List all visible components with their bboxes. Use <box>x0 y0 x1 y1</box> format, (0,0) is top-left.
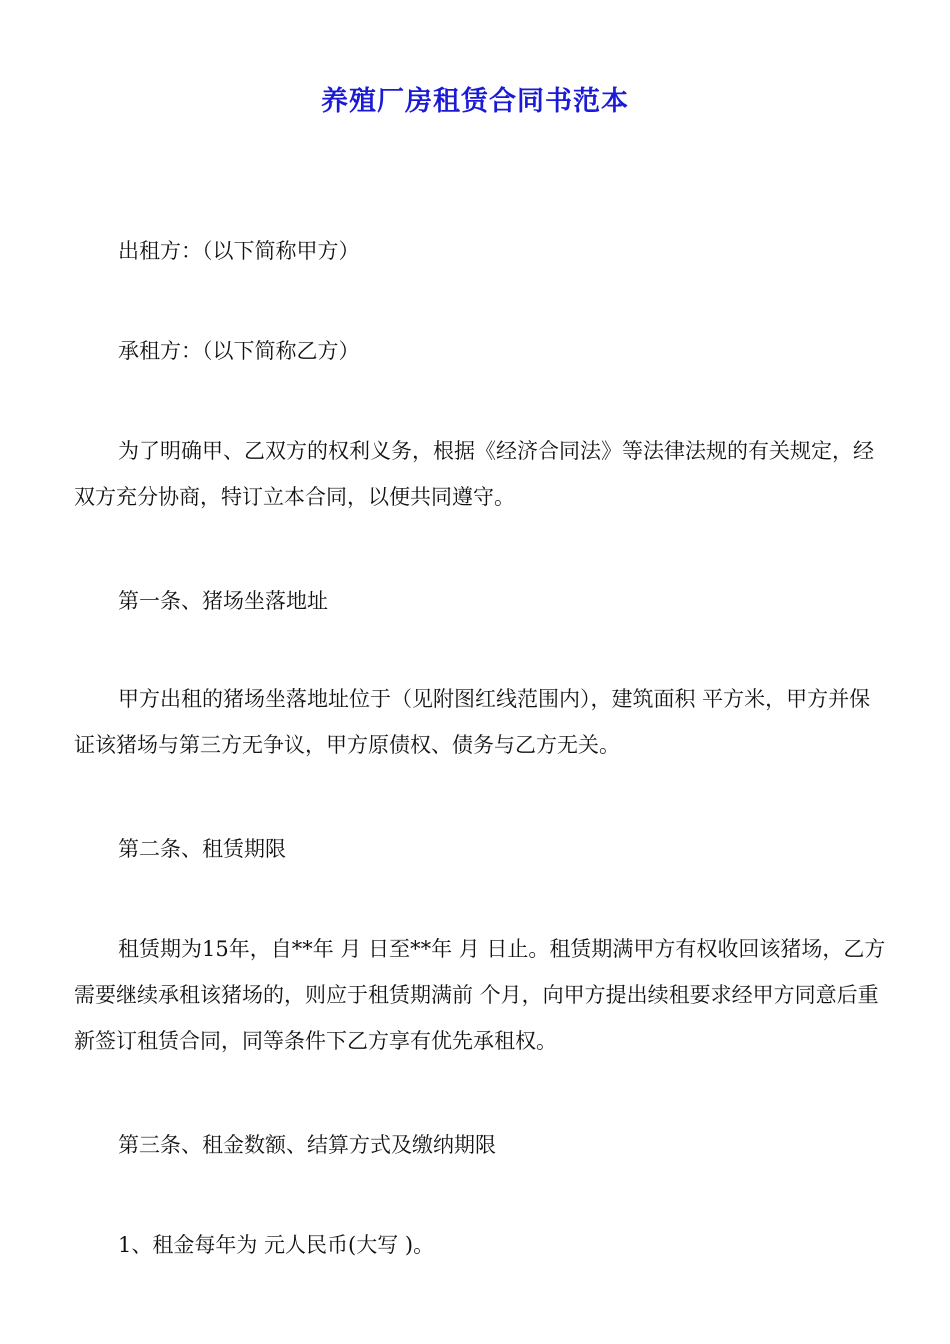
article-1-body: 甲方出租的猪场坐落地址位于（见附图红线范围内），建筑面积 平方米，甲方并保证该猪场与第三方无争议，甲方原债权、债务与乙方无关。 <box>74 687 871 757</box>
preamble-paragraph: 为了明确甲、乙双方的权利义务，根据《经济合同法》等法律法规的有关规定，经双方充分协商，特订立本合同，以便共同遵守。 <box>74 439 874 509</box>
article-1-heading: 第一条、猪场坐落地址 <box>118 589 328 613</box>
article-3-heading: 第三条、租金数额、结算方式及缴纳期限 <box>118 1133 496 1157</box>
article-2-body: 租赁期为15年，自**年 月 日至**年 月 日止。租赁期满甲方有权收回该猪场，乙方需要继续承租该猪场的，则应于租赁期满前 个月，向甲方提出续租要求经甲方同意后重新签订租赁合同，同等条件下乙方享有优先承租权。 <box>74 937 886 1053</box>
article-2-heading: 第二条、租赁期限 <box>118 837 286 861</box>
article-3-item-1: 1、租金每年为 元人民币(大写 )。 <box>118 1233 435 1257</box>
lessor-line: 出租方：（以下简称甲方） <box>118 239 360 263</box>
lessee-line: 承租方：（以下简称乙方） <box>118 339 360 363</box>
document-title: 养殖厂房租赁合同书范本 <box>321 86 629 117</box>
